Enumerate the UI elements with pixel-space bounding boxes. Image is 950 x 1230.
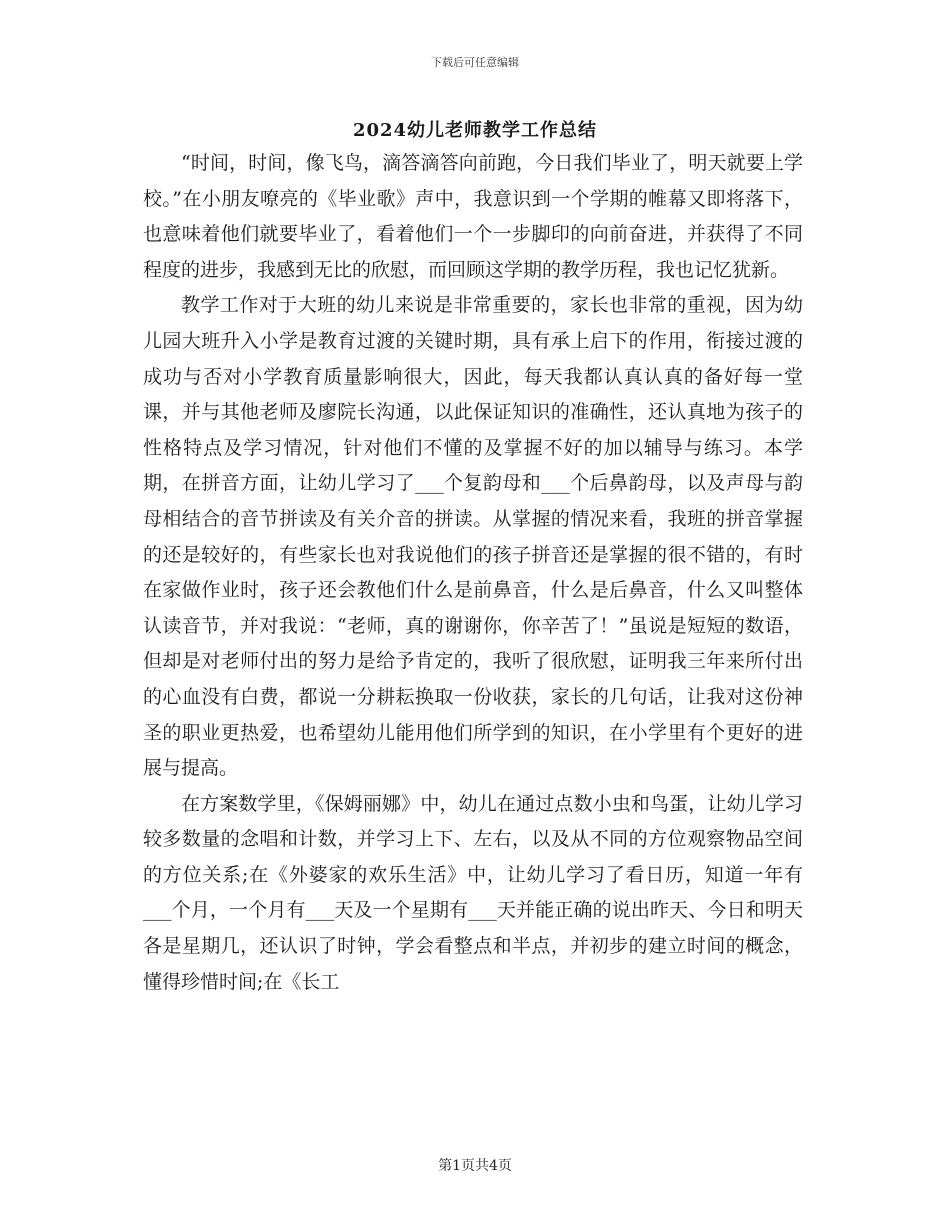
document-title: 2024幼儿老师教学工作总结 <box>352 120 598 141</box>
paragraph: 在方案数学里，《保姆丽娜》中，幼儿在通过点数小虫和鸟蛋，让幼儿学习较多数量的念唱和计数，并学习上下、左右，以及从不同的方位观察物品空间的方位关系;在《外婆家的欢乐生活》中，让幼儿学习了看日历，知道一年有___个月，一个月有___天及一个星期有___天并能正确的说出昨天、今日和明天各是星期几，还认识了时钟，学会看整点和半点，并初步的建立时间的概念，懂得珍惜时间;在《长工 <box>143 792 803 993</box>
paragraph: “时间，时间，像飞鸟，滴答滴答向前跑，今日我们毕业了，明天就要上学校。”在小朋友嘹亮的《毕业歌》声中，我意识到一个学期的帷幕又即将落下，也意味着他们就要毕业了，看着他们一个一步脚印的向前奋进，并获得了不同程度的进步，我感到无比的欣慰，而回顾这学期的教学历程，我也记忆犹新。 <box>143 152 803 281</box>
header-note: 下载后可任意编辑 <box>431 56 519 69</box>
document-body <box>143 146 803 1000</box>
page-number: 第1页共4页 <box>438 1158 512 1174</box>
paragraph: 教学工作对于大班的幼儿来说是非常重要的，家长也非常的重视，因为幼儿园大班升入小学是教育过渡的关键时期，具有承上启下的作用，衔接过渡的成功与否对小学教育质量影响很大，因此，每天我都认真认真的备好每一堂课，并与其他老师及廖院长沟通，以此保证知识的准确性，还认真地为孩子的性格特点及学习情况，针对他们不懂的及掌握不好的加以辅导与练习。本学期，在拼音方面，让幼儿学习了___个复韵母和___个后鼻韵母，以及声母与韵母相结合的音节拼读及有关介音的拼读。从掌握的情况来看，我班的拼音掌握的还是较好的，有些家长也对我说他们的孩子拼音还是掌握的很不错的，有时在家做作业时，孩子还会教他们什么是前鼻音，什么是后鼻音，什么又叫整体认读音节，并对我说：“老师，真的谢谢你，你辛苦了！”虽说是短短的数语，但却是对老师付出的努力是给予肯定的，我听了很欣慰，证明我三年来所付出的心血没有白费，都说一分耕耘换取一份收获，家长的几句话，让我对这份神圣的职业更热爱，也希望幼儿能用他们所学到的知识，在小学里有个更好的进展与提高。 <box>143 294 803 780</box>
